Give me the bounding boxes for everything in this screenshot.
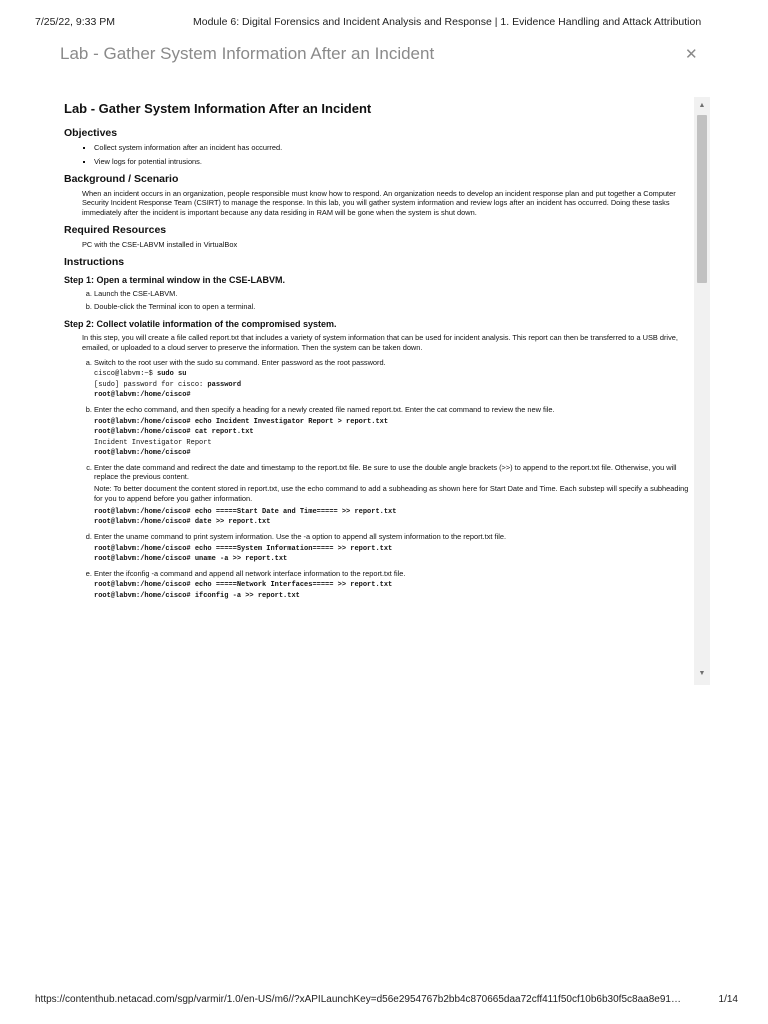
code-block: root@labvm:/home/cisco# echo =====System Information===== >> report.txt root@labvm:/home/cisco# uname -a >> report.txt xyxy=(94,544,393,564)
list-item xyxy=(94,532,694,565)
step2-intro: In this step, you will create a file called report.txt that includes a variety of system information that can be used for incident analysis. This report can then be transferred to a USB drive, emailed, or uploaded to a cloud server to preserve the information. Then the system can be taken down. xyxy=(82,333,678,352)
list-item: ▪ Collect system information after an incident has occurred. xyxy=(94,143,694,153)
background-heading: Background / Scenario xyxy=(64,172,179,185)
background-text: When an incident occurs in an organization, people responsible must know how to respond. An organization needs to develop an incident response plan and put together a Computer Security Incident Response Team (CSIRT) to manage the response. In this lab, you will gather system information and review logs after an incident has occurred. Doing these tasks immediately after the incident is important because any data residing in RAM will be gone when the system is shut down. xyxy=(82,188,676,218)
lab-content-frame xyxy=(60,97,710,685)
lab-scroll-area[interactable] xyxy=(60,97,694,685)
scrollbar-thumb[interactable] xyxy=(697,115,707,283)
lab-document xyxy=(60,97,694,601)
lab-title: Lab - Gather System Information After an Incident xyxy=(64,101,372,116)
step2-a-text: Switch to the root user with the sudo su command. Enter password as the root password. xyxy=(94,357,386,367)
list-item: b. Double-click the Terminal icon to open a terminal. xyxy=(94,302,694,312)
modal-title: Lab - Gather System Information After an Incident xyxy=(60,44,435,63)
step2-c-text: Enter the date command and redirect the date and timestamp to the report.txt file. Be sure to use the double angle brackets (>>) to append to the report.txt file. Otherwise, you will replace the previous content. xyxy=(94,462,677,482)
step2-c-note: Note: To better document the content stored in report.txt, use the echo command to add a subheading as shown here for Start Date and Time. Each substep will specify a subheading for you to append before you gather information. xyxy=(94,484,689,503)
objectives-list xyxy=(64,143,694,167)
close-icon[interactable]: ✕ xyxy=(685,46,698,63)
step2-b-text: Enter the echo command, and then specify a heading for a newly created file named report.txt. Enter the cat command to review the new file. xyxy=(94,404,555,414)
list-item: ▪ View logs for potential intrusions. xyxy=(94,157,694,167)
step2-list xyxy=(64,358,694,602)
list-item xyxy=(94,569,694,602)
print-page-title: Module 6: Digital Forensics and Incident Analysis and Response | 1. Evidence Handling and Attack Attribution xyxy=(193,16,702,28)
objectives-heading: Objectives xyxy=(64,127,118,139)
resources-heading: Required Resources xyxy=(64,223,167,236)
step2-heading: Step 2: Collect volatile information of the compromised system. xyxy=(64,319,337,330)
code-block: root@labvm:/home/cisco# echo Incident Investigator Report > report.txt root@labvm:/home/cisco# cat report.txt Incident Investigator Report root@labvm:/home/cisco# xyxy=(94,417,389,458)
step1-heading: Step 1: Open a terminal window in the CSE-LABVM. xyxy=(64,274,286,285)
instructions-heading: Instructions xyxy=(64,255,125,268)
list-item xyxy=(94,358,694,401)
scroll-up-arrow-icon[interactable]: ▲ xyxy=(698,102,706,109)
scroll-down-arrow-icon[interactable]: ▼ xyxy=(698,670,706,677)
step2-e-text: Enter the ifconfig -a command and append all network interface information to the report.txt file. xyxy=(94,568,406,578)
list-item: a. Launch the CSE-LABVM. xyxy=(94,289,694,299)
list-item xyxy=(94,405,694,459)
code-block: cisco@labvm:~$ sudo su [sudo] password for cisco: password root@labvm:/home/cisco# xyxy=(94,370,242,400)
code-block: root@labvm:/home/cisco# echo =====Start Date and Time===== >> report.txt root@labvm:/home/cisco# date >> report.txt xyxy=(94,507,397,527)
code-block: root@labvm:/home/cisco# echo =====Network Interfaces===== >> report.txt root@labvm:/home/cisco# ifconfig -a >> report.txt xyxy=(94,581,393,600)
list-item xyxy=(94,463,694,528)
page-url: https://contenthub.netacad.com/sgp/varmir/1.0/en-US/m6//?xAPILaunchKey=d56e2954767b2bb4c870665daa72cff411f50cf10b6b30f5c8aa8e91… xyxy=(35,994,681,1005)
step1-list xyxy=(64,289,694,313)
step2-d-text: Enter the uname command to print system information. Use the -a option to append all system information to the report.txt file. xyxy=(94,531,507,541)
page-number: 1/14 xyxy=(718,994,738,1005)
print-datetime: 7/25/22, 9:33 PM xyxy=(35,16,115,28)
resources-text: PC with the CSE-LABVM installed in VirtualBox xyxy=(82,239,238,249)
vertical-scrollbar[interactable] xyxy=(694,97,710,685)
